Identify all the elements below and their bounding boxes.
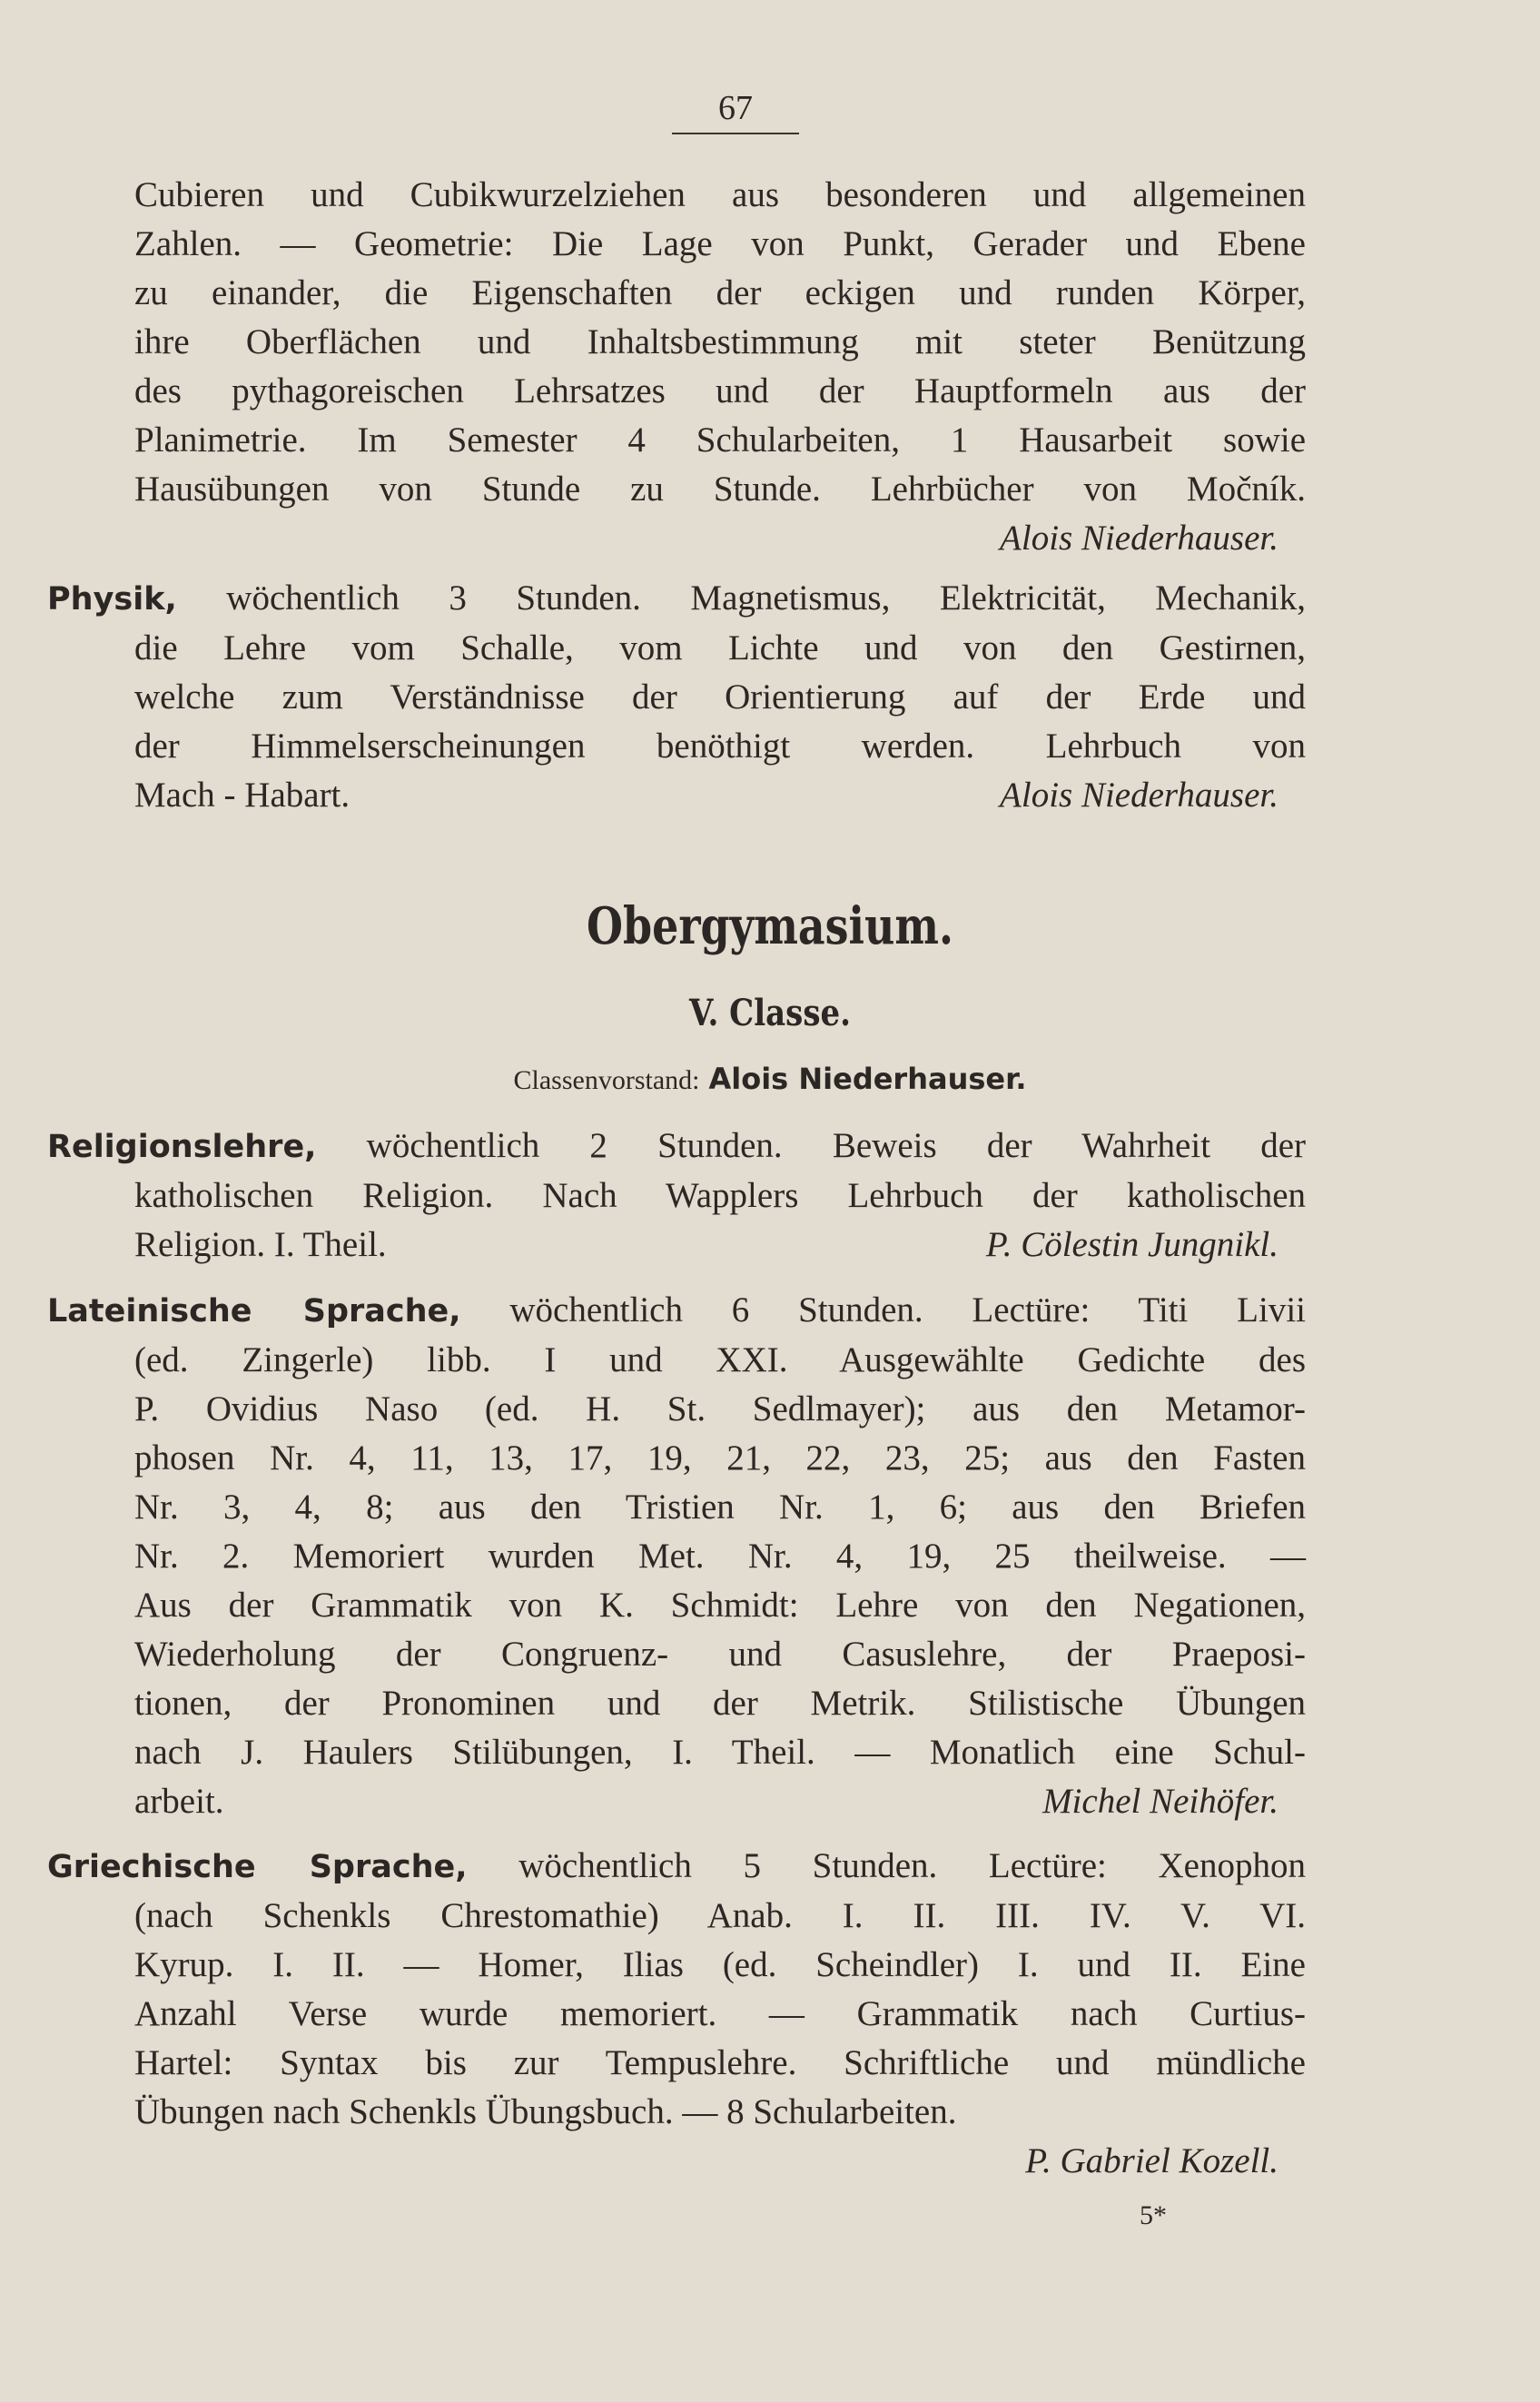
- text-line: Kyrup. I. II. — Homer, Ilias (ed. Scheindler) I. und II. Eine: [134, 1945, 1306, 1984]
- mathematics-paragraph: [134, 171, 1306, 563]
- text-line: die Lehre vom Schalle, vom Lichte und von den Gestirnen,: [134, 628, 1306, 667]
- text-line: der Himmelserscheinungen benöthigt werden. Lehrbuch von: [134, 727, 1306, 766]
- text-line: ihre Oberflächen und Inhaltsbestimmung mit steter Benützung: [134, 322, 1306, 361]
- class-teacher: [0, 1056, 1540, 1103]
- text-segment: wöchentlich 6 Stunden. Lectüre: Titi Livii: [509, 1290, 1306, 1330]
- text-line: Hausübungen von Stunde zu Stunde. Lehrbücher von Močník.: [134, 470, 1306, 509]
- page-number: 67: [672, 84, 799, 134]
- latein-paragraph: [47, 1286, 1306, 1826]
- text-segment: wöchentlich 3 Stunden. Magnetismus, Elektricität, Mechanik,: [226, 578, 1306, 618]
- text-line: Anzahl Verse wurde memoriert. — Grammatik nach Curtius-: [134, 1994, 1306, 2033]
- subject-name: Griechische Sprache,: [47, 1849, 468, 1885]
- latein-text: [47, 1286, 1306, 1826]
- subject-name: Religionslehre,: [47, 1129, 317, 1165]
- class-teacher-name: Alois Niederhauser.: [708, 1062, 1027, 1096]
- text-segment: Mach - Habart.: [134, 776, 350, 815]
- mathematics-text: [134, 171, 1306, 514]
- text-line: tionen, der Pronominen und der Metrik. Stilistische Übungen: [134, 1684, 1306, 1723]
- signature-mark: 5*: [1140, 2200, 1167, 2230]
- teacher-signature: P. Gabriel Kozell.: [1025, 2141, 1278, 2180]
- text-line: Wiederholung der Congruenz- und Casuslehre, der Praeposi-: [134, 1635, 1306, 1674]
- text-segment: arbeit.: [134, 1782, 224, 1821]
- text-segment: wöchentlich 2 Stunden. Beweis der Wahrheit der: [366, 1126, 1306, 1165]
- teacher-signature: Alois Niederhauser.: [1000, 519, 1278, 558]
- section-title: Obergymasium.: [587, 896, 953, 956]
- text-line: nach J. Haulers Stilübungen, I. Theil. — Monatlich eine Schul-: [134, 1733, 1306, 1772]
- subject-name: Lateinische Sprache,: [47, 1293, 461, 1330]
- text-line: P. Ovidius Naso (ed. H. St. Sedlmayer); aus den Metamor-: [134, 1389, 1306, 1428]
- text-line: des pythagoreischen Lehrsatzes und der Hauptformeln aus der: [134, 371, 1306, 410]
- religion-paragraph: [47, 1122, 1306, 1270]
- physik-text: [47, 574, 1306, 820]
- griechisch-text: [47, 1842, 1306, 2137]
- text-line: zu einander, die Eigenschaften der eckigen und runden Körper,: [134, 273, 1306, 312]
- teacher-signature: Alois Niederhauser.: [1000, 776, 1278, 815]
- text-line: Planimetrie. Im Semester 4 Schularbeiten, 1 Hausarbeit sowie: [134, 420, 1306, 460]
- text-line: katholischen Religion. Nach Wapplers Lehrbuch der katholischen: [134, 1176, 1306, 1215]
- physik-paragraph: [47, 574, 1306, 820]
- griechisch-paragraph: [47, 1842, 1306, 2186]
- text-line: Zahlen. — Geometrie: Die Lage von Punkt, Gerader und Ebene: [134, 224, 1306, 263]
- text-line: Nr. 3, 4, 8; aus den Tristien Nr. 1, 6; aus den Briefen: [134, 1488, 1306, 1527]
- text-line: welche zum Verständnisse der Orientierung auf der Erde und: [134, 677, 1306, 717]
- subject-name: Physik,: [47, 581, 177, 618]
- text-line: (ed. Zingerle) libb. I und XXI. Ausgewählte Gedichte des: [134, 1340, 1306, 1379]
- text-line: Aus der Grammatik von K. Schmidt: Lehre von den Negationen,: [134, 1586, 1306, 1625]
- teacher-signature: Michel Neihöfer.: [1042, 1782, 1278, 1821]
- text-line: Hartel: Syntax bis zur Tempuslehre. Schriftliche und mündliche: [134, 2043, 1306, 2082]
- text-segment: wöchentlich 5 Stunden. Lectüre: Xenophon: [518, 1846, 1306, 1885]
- text-line: (nach Schenkls Chrestomathie) Anab. I. II. III. IV. V. VI.: [134, 1896, 1306, 1935]
- teacher-signature: P. Cölestin Jungnikl.: [985, 1225, 1278, 1264]
- text-line: Cubieren und Cubikwurzelziehen aus besonderen und allgemeinen: [134, 175, 1306, 214]
- text-segment: Religion. I. Theil.: [134, 1225, 387, 1264]
- class-title: V. Classe.: [689, 992, 851, 1034]
- text-line: phosen Nr. 4, 11, 13, 17, 19, 21, 22, 23, 25; aus den Fasten: [134, 1438, 1306, 1478]
- class-teacher-label: Classenvorstand:: [513, 1065, 700, 1095]
- religion-text: [47, 1122, 1306, 1270]
- text-line: Nr. 2. Memoriert wurden Met. Nr. 4, 19, 25 theilweise. —: [134, 1537, 1306, 1576]
- text-line: Übungen nach Schenkls Übungsbuch. — 8 Schularbeiten.: [134, 2092, 957, 2131]
